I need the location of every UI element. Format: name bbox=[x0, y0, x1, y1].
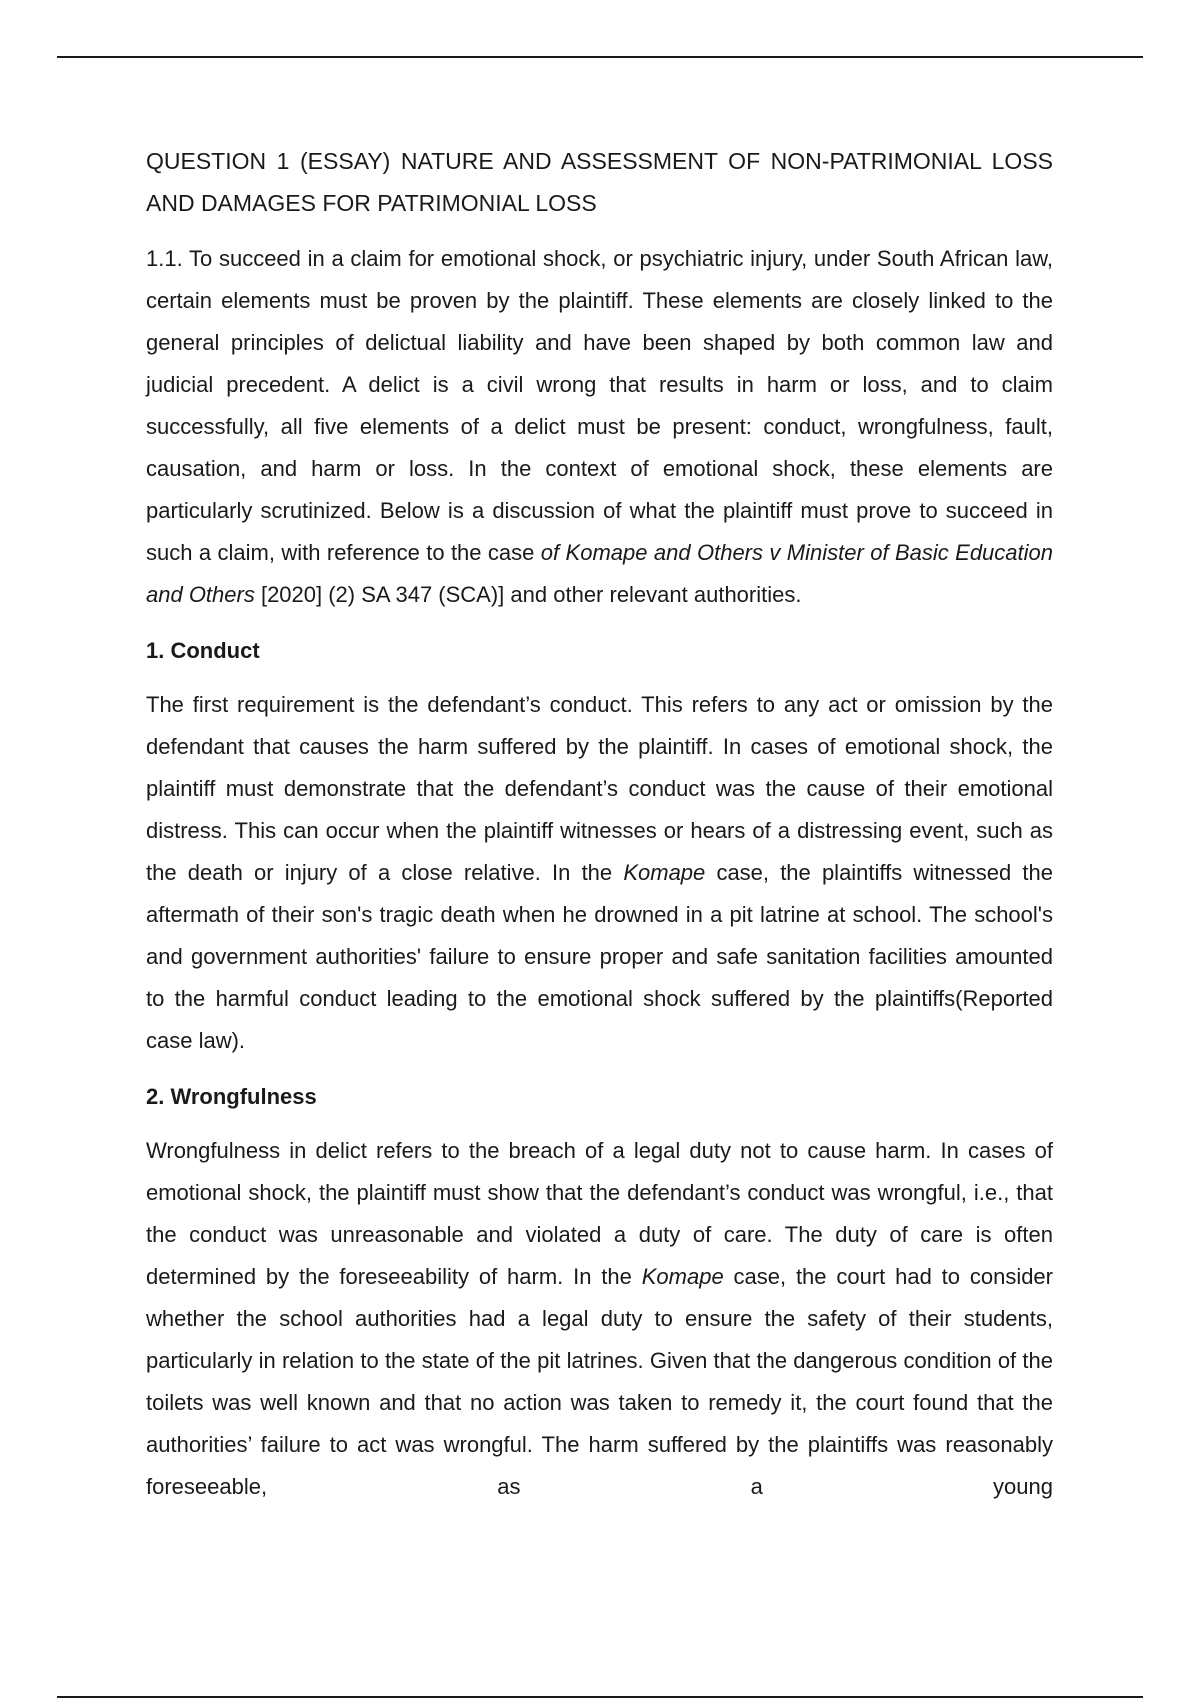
case-reference: Komape bbox=[623, 860, 706, 885]
document-body bbox=[146, 140, 1053, 1522]
intro-text-end: [2020] (2) SA 347 (SCA)] and other relevant authorities. bbox=[254, 582, 802, 607]
section-paragraph-conduct bbox=[146, 684, 1053, 1062]
conduct-text-start: The first requirement is the defendant’s conduct. This refers to any act or omission by the defendant that causes the harm suffered by the plaintiff. In cases of emotional shock, the plaintiff must demonstrate that the defendant’s conduct was the cause of their emotional distress. This can occur when the plaintiff witnesses or hears of a distressing event, such as the death or injury of a close relative. In the bbox=[146, 692, 1053, 885]
section-paragraph-wrongfulness bbox=[146, 1130, 1053, 1508]
footer-rule bbox=[57, 1696, 1143, 1698]
wrongfulness-text-start: Wrongfulness in delict refers to the breach of a legal duty not to cause harm. In cases of emotional shock, the plaintiff must show that the defendant’s conduct was wrongful, i.e., that the conduct was unreasonable and violated a duty of care. The duty of care is often determined by the foreseeability of harm. In the bbox=[146, 1138, 1053, 1289]
case-reference: Komape bbox=[641, 1264, 724, 1289]
section-heading-wrongfulness: 2. Wrongfulness bbox=[146, 1084, 317, 1109]
conduct-text-end: case, the plaintiffs witnessed the aftermath of their son's tragic death when he drowned in a pit latrine at school. The school's and government authorities' failure to ensure proper and safe sanitation facilities amounted to the harmful conduct leading to the emotional shock suffered by the plaintiffs(Reported case law). bbox=[146, 860, 1053, 1053]
intro-paragraph bbox=[146, 238, 1053, 616]
document-title: QUESTION 1 (ESSAY) NATURE AND ASSESSMENT OF NON-PATRIMONIAL LOSS AND DAMAGES FOR PATRIMONIAL LOSS bbox=[146, 148, 1053, 216]
case-citation: of Komape and Others v Minister of Basic Education and Others bbox=[146, 540, 1053, 607]
intro-text-start: 1.1. To succeed in a claim for emotional shock, or psychiatric injury, under South African law, certain elements must be proven by the plaintiff. These elements are closely linked to the general principles of delictual liability and have been shaped by both common law and judicial precedent. A delict is a civil wrong that results in harm or loss, and to claim successfully, all five elements of a delict must be present: conduct, wrongfulness, fault, causation, and harm or loss. In the context of emotional shock, these elements are particularly scrutinized. Below is a discussion of what the plaintiff must prove to succeed in such a claim, with reference to the case bbox=[146, 246, 1053, 565]
section-heading-conduct: 1. Conduct bbox=[146, 638, 260, 663]
header-rule bbox=[57, 56, 1143, 58]
wrongfulness-text-end: case, the court had to consider whether the school authorities had a legal duty to ensure the safety of their students, particularly in relation to the state of the pit latrines. Given that the dangerous condition of the toilets was well known and that no action was taken to remedy it, the court found that the authorities’ failure to act was wrongful. The harm suffered by the plaintiffs was reasonably foreseeable, as a young bbox=[146, 1264, 1053, 1499]
